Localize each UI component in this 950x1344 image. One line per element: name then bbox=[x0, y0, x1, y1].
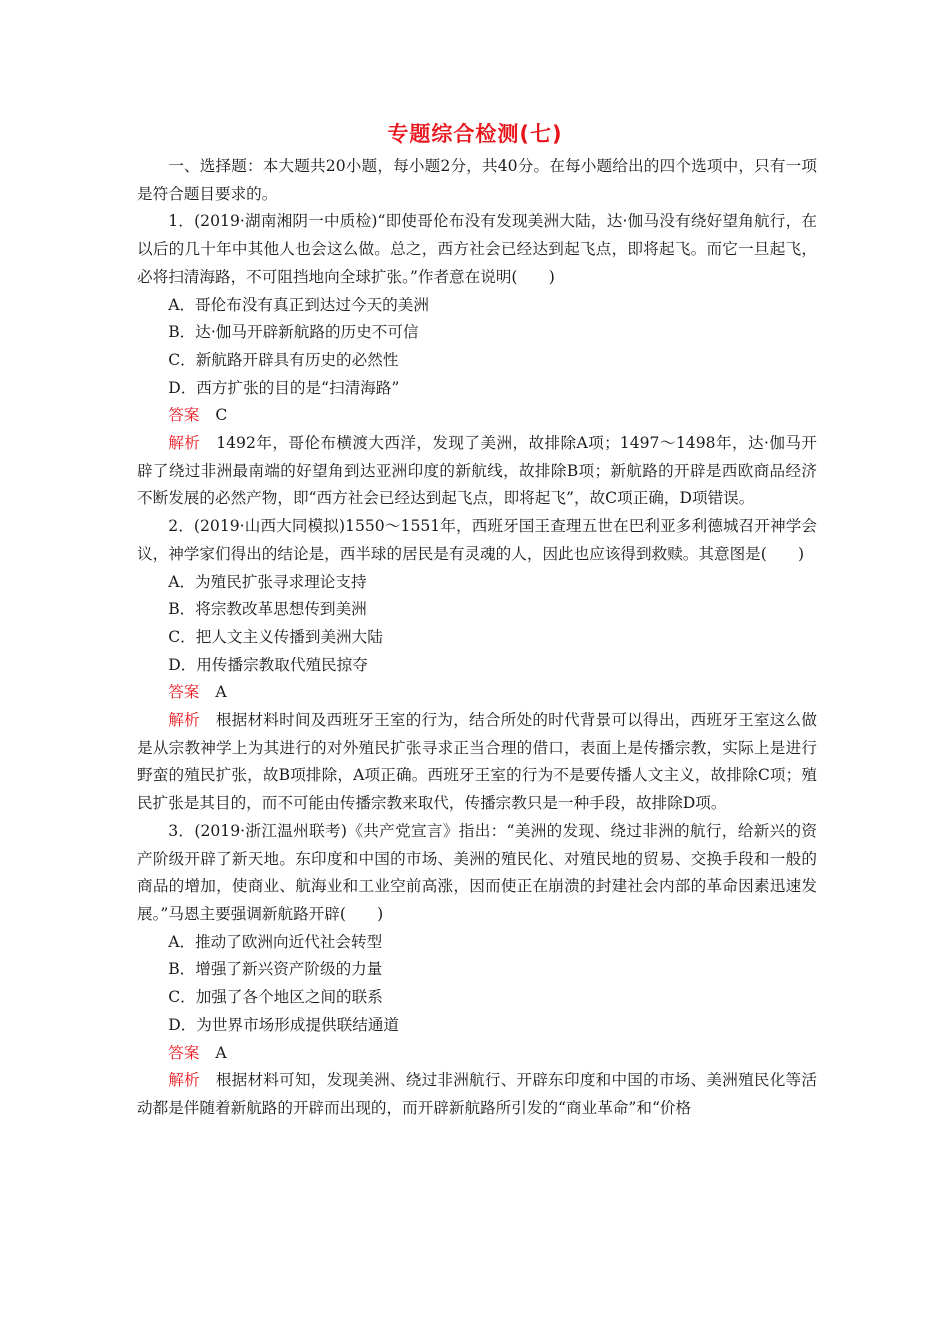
answer-value: A bbox=[215, 1043, 227, 1062]
question-stem: 1．(2019·湖南湘阴一中质检)“即使哥伦布没有发现美洲大陆，达·伽马没有绕好望角航行，在以后的几十年中其他人也会这么做。总之，西方社会已经达到起飞点，即将起飞。而它一旦起飞，必将扫清海路，不可阻挡地向全球扩张。”作者意在说明( ) bbox=[137, 212, 817, 286]
question-2 bbox=[137, 513, 817, 818]
answer-label: 答案 bbox=[168, 1043, 200, 1062]
explanation-text: 1492年，哥伦布横渡大西洋，发现了美洲，故排除A项；1497～1498年，达·伽马开辟了绕过非洲最南端的好望角到达亚洲印度的新航线，故排除B项；新航路的开辟是西欧商品经济不断发展的必然产物，即“西方社会已经达到起飞点，即将起飞”，故C项正确，D项错误。 bbox=[137, 434, 817, 508]
option-d: D．西方扩张的目的是“扫清海路” bbox=[168, 378, 400, 397]
option-c: C．把人文主义传播到美洲大陆 bbox=[168, 627, 383, 646]
question-1 bbox=[137, 208, 817, 513]
explanation-label: 解析 bbox=[168, 1071, 200, 1090]
explanation bbox=[137, 707, 817, 818]
question-stem: 3．(2019·浙江温州联考)《共产党宣言》指出：“美洲的发现、绕过非洲的航行，给新兴的资产阶级开辟了新天地。东印度和中国的市场、美洲的殖民化、对殖民地的贸易、交换手段和一般的商品的增加，使商业、航海业和工业空前高涨，因而使正在崩溃的封建社会内部的革命因素迅速发展。”马恩主要强调新航路开辟( ) bbox=[137, 821, 817, 923]
explanation bbox=[137, 1067, 817, 1122]
answer-line bbox=[137, 1040, 817, 1068]
section-intro: 一、选择题：本大题共20小题，每小题2分，共40分。在每小题给出的四个选项中，只有一项是符合题目要求的。 bbox=[137, 157, 817, 203]
answer-value: C bbox=[215, 406, 228, 425]
option-b: B．将宗教改革思想传到美洲 bbox=[168, 600, 367, 619]
answer-line bbox=[137, 679, 817, 707]
document-title: 专题综合检测(七) bbox=[387, 122, 563, 146]
option-c: C．新航路开辟具有历史的必然性 bbox=[168, 350, 399, 369]
explanation-text: 根据材料时间及西班牙王室的行为，结合所处的时代背景可以得出，西班牙王室这么做是从宗教神学上为其进行的对外殖民扩张寻求正当合理的借口，表面上是传播宗教，实际上是进行野蛮的殖民扩张，故B项排除，A项正确。西班牙王室的行为不是要传播人文主义，故排除C项；殖民扩张是其目的，而不可能由传播宗教来取代，传播宗教只是一种手段，故排除D项。 bbox=[137, 711, 817, 813]
document-body bbox=[137, 153, 817, 1123]
option-d: D．为世界市场形成提供联结通道 bbox=[168, 1015, 400, 1034]
answer-label: 答案 bbox=[168, 683, 200, 702]
option-a: A．推动了欧洲向近代社会转型 bbox=[168, 932, 383, 951]
question-stem: 2．(2019·山西大同模拟)1550～1551年，西班牙国王查理五世在巴利亚多利德城召开神学会议，神学家们得出的结论是，西半球的居民是有灵魂的人，因此也应该得到救赎。其意图是( ) bbox=[137, 517, 817, 563]
explanation-text: 根据材料可知，发现美洲、绕过非洲航行、开辟东印度和中国的市场、美洲殖民化等活动都是伴随着新航路的开辟而出现的，而开辟新航路所引发的“商业革命”和“价格 bbox=[137, 1071, 817, 1117]
option-c: C．加强了各个地区之间的联系 bbox=[168, 988, 383, 1007]
answer-label: 答案 bbox=[168, 406, 200, 425]
explanation bbox=[137, 430, 817, 513]
question-3 bbox=[137, 818, 817, 1123]
answer-line bbox=[137, 402, 817, 430]
option-d: D．用传播宗教取代殖民掠夺 bbox=[168, 655, 368, 674]
answer-value: A bbox=[215, 683, 227, 702]
option-a: A．为殖民扩张寻求理论支持 bbox=[168, 572, 367, 591]
explanation-label: 解析 bbox=[168, 711, 200, 730]
option-a: A．哥伦布没有真正到达过今天的美洲 bbox=[168, 295, 429, 314]
explanation-label: 解析 bbox=[168, 434, 201, 453]
option-b: B．增强了新兴资产阶级的力量 bbox=[168, 960, 383, 979]
option-b: B．达·伽马开辟新航路的历史不可信 bbox=[168, 323, 419, 342]
